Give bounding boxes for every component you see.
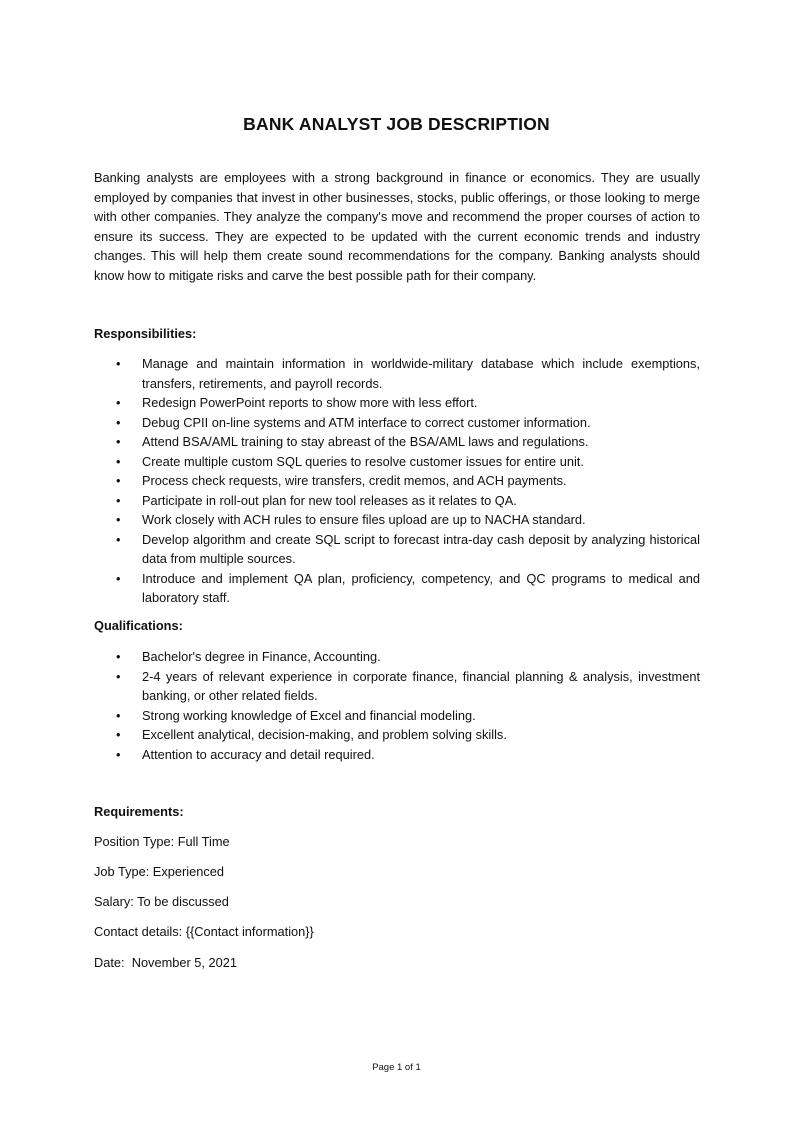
bullet-icon: •: [116, 570, 121, 586]
list-item: • Develop algorithm and create SQL script to forecast intra-day cash deposit by analyzing historical data from multiple sources.: [116, 531, 700, 566]
contact-details: Contact details: {{Contact information}}: [94, 924, 314, 939]
list-item: • Attention to accuracy and detail required.: [94, 745, 700, 765]
list-item: • Bachelor's degree in Finance, Accounting.: [94, 647, 700, 667]
qualifications-heading: Qualifications:: [94, 618, 183, 633]
bullet-icon: •: [116, 707, 121, 723]
date: Date: November 5, 2021: [94, 955, 237, 970]
bullet-icon: •: [116, 727, 121, 742]
bullet-icon: •: [116, 531, 121, 547]
salary: Salary: To be discussed: [94, 894, 229, 909]
bullet-icon: •: [116, 492, 121, 508]
responsibilities-heading: Responsibilities:: [94, 326, 197, 341]
bullet-icon: •: [116, 414, 121, 430]
list-item: • Create multiple custom SQL queries to resolve customer issues for entire unit.: [94, 452, 700, 472]
bullet-icon: •: [116, 453, 121, 469]
list-item: • Strong working knowledge of Excel and financial modeling.: [94, 706, 700, 726]
bullet-icon: •: [116, 356, 121, 371]
list-item: • 2-4 years of relevant experience in corporate finance, financial planning & analysis, investment banking, or other related fields.: [116, 668, 700, 703]
bullet-icon: •: [116, 434, 121, 449]
qualifications-list: [94, 647, 700, 764]
page-number: Page 1 of 1: [372, 1062, 421, 1073]
list-item: • Introduce and implement QA plan, proficiency, competency, and QC programs to medical and laboratory staff.: [116, 570, 700, 605]
list-item: • Participate in roll-out plan for new tool releases as it relates to QA.: [94, 491, 700, 511]
list-item: • Manage and maintain information in worldwide-military database which include exemptions, transfers, retirements, and payroll records.: [116, 356, 700, 391]
bullet-icon: •: [116, 746, 121, 762]
document-title: BANK ANALYST JOB DESCRIPTION: [243, 114, 550, 134]
bullet-icon: •: [116, 512, 121, 527]
requirements-heading: Requirements:: [94, 804, 184, 819]
bullet-icon: •: [116, 395, 121, 410]
bullet-icon: •: [116, 649, 121, 664]
bullet-icon: •: [116, 668, 121, 684]
list-item: • Attend BSA/AML training to stay abreast of the BSA/AML laws and regulations.: [94, 432, 700, 452]
list-item: • Work closely with ACH rules to ensure files upload are up to NACHA standard.: [94, 510, 700, 530]
list-item: • Redesign PowerPoint reports to show more with less effort.: [94, 393, 700, 413]
bullet-icon: •: [116, 473, 121, 488]
position-type: Position Type: Full Time: [94, 834, 230, 849]
list-item: • Excellent analytical, decision-making, and problem solving skills.: [94, 725, 700, 745]
list-item: • Process check requests, wire transfers, credit memos, and ACH payments.: [94, 471, 700, 491]
list-item: • Debug CPII on-line systems and ATM interface to correct customer information.: [94, 413, 700, 433]
job-type: Job Type: Experienced: [94, 864, 224, 879]
intro-paragraph: Banking analysts are employees with a strong background in finance or economics. They are usually employed by companies that invest in other businesses, stocks, public offerings, or those looking to merge with other companies. They analyze the company's move and recommend the proper courses of action to ensure its success. They are expected to be updated with the current economic trends and industry changes. This will help them create sound recommendations for the company. Banking analysts should know how to mitigate risks and carve the best possible path for their company.: [94, 170, 700, 283]
responsibilities-list: [94, 354, 700, 608]
